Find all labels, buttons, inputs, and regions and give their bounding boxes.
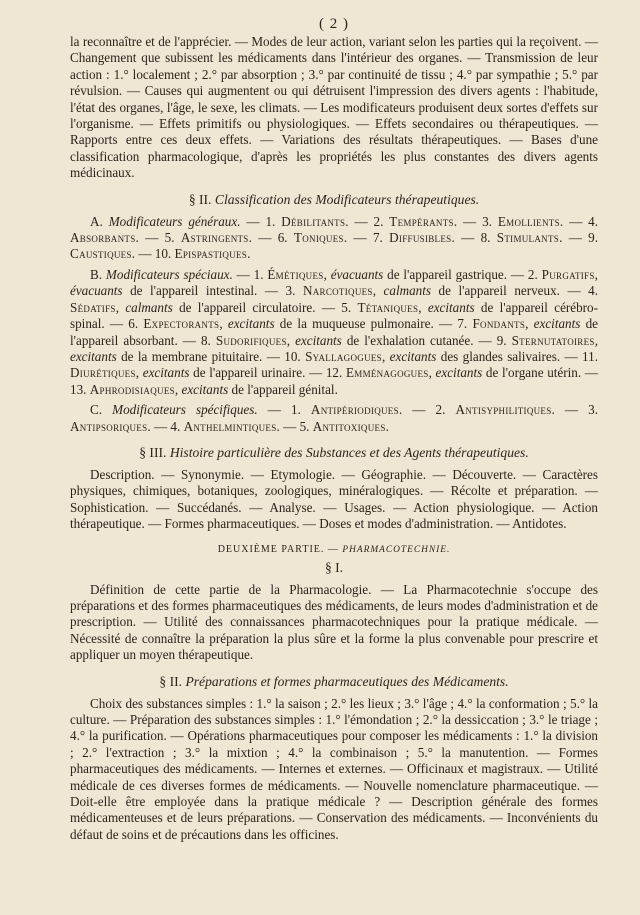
group-c-item: 1. Antipériodiques.	[290, 402, 403, 418]
group-a-item: 2. Tempérants.	[373, 213, 458, 229]
group-b-item-name: Purgatifs	[541, 266, 595, 282]
group-b-item-target: de l'appareil génital	[228, 381, 335, 397]
group-b-item-number: 3.	[285, 283, 303, 299]
section-3-body: Description. — Synonymie. — Etymologie. — Géographie. — Découverte. — Caractères physiques, chimiques, botaniques, zoologiques, minéralogiques. — Récolte et préparation. — Sophistication. — Succédanés. — Analyse. — Usages. — Action physiologique. — Action thérapeutique. — Formes pharmaceutiques. — Doses et modes d'administration. — Antidotes.	[70, 466, 598, 532]
group-c-item: 5. Antitoxiques.	[299, 418, 389, 434]
group-a-title: Modificateurs généraux.	[108, 213, 241, 229]
group-a-item-number: 5.	[164, 230, 181, 246]
group-b-item-name: Emménagogues	[345, 365, 429, 381]
group-b-item-name: Expectorants	[143, 316, 220, 332]
group-b-item: 12. Emménagogues, excitants de l'organe utérin.	[325, 365, 582, 381]
group-c-item-name: Antisyphilitiques	[455, 402, 552, 418]
group-a-item: 6. Toniques.	[277, 230, 348, 246]
group-c-item: 2. Antisyphilitiques.	[435, 402, 555, 418]
group-b-item-target: de l'appareil cérébro-spinal	[70, 299, 599, 332]
group-a-item-name: Toniques	[293, 230, 344, 246]
group-a-item-number: 8.	[480, 230, 497, 246]
intro-paragraph: la reconnaître et de l'apprécier. — Modes de leur action, variant selon les parties qui la reçoivent. — Changement que subissent les médicaments dans l'intérieur des organes. — Transmission de leur action : 1.° localement ; 2.° par absorption ; 3.° par continuité de tissu ; 4.° par sympathie ; 5.° par révulsion. — Causes qui augmentent ou qui détruisent l'impression des divers agents : l'habitude, l'état des organes, l'âge, le sexe, les climats. — Les modificateurs produisent deux sortes d'effets sur l'organisme. — Effets primitifs ou physiologiques. — Effets secondaires ou thérapeutiques. — Rapports entre ces deux effets. — Variations des résultats thérapeutiques. — Bases d'une classification pharmacologique, d'après les propriétés les plus constantes des divers agents médicinaux.	[70, 34, 598, 181]
part-two-label: DEUXIÈME PARTIE.	[217, 543, 325, 555]
group-a-item: 7. Diffusibles.	[372, 230, 455, 246]
group-b-item-kind: excitants	[70, 348, 117, 364]
group-c-item-number: 2.	[435, 402, 456, 418]
group-b-item-target: de l'appareil gastrique	[383, 266, 504, 282]
group-b-item-target: de la muqueuse pulmonaire	[274, 316, 431, 332]
group-c-label: C.	[90, 402, 103, 418]
group-b-items: — 1. Émétiques, évacuants de l'appareil gastrique. — 2. Purgatifs, évacuants de l'appareil intestinal. — 3. Narcotiques, calmants de l'appareil nerveux. — 4. Sédatifs, calmants de l'appareil circulatoire. — 5. Tétaniques, excitants de l'appareil cérébro-spinal. — 6. Expectorants, excitants de la muqueuse pulmonaire. — 7. Fondants, excitants de l'appareil absorbant. — 8. Sudorifiques, excitants de l'exhalation cutanée. — 9. Sternutatoires, excitants de la membrane pituitaire. — 10. Syallagogues, excitants des glandes salivaires. — 11. Diurétiques, excitants de l'appareil urinaire. — 12. Emménagogues, excitants de l'organe utérin. — 13. Aphrodisiaques, excitants de l'appareil génital.	[70, 266, 599, 397]
group-b-item-kind: calmants	[125, 299, 173, 315]
group-a-item: 1. Débilitants.	[265, 213, 349, 229]
group-b-title: Modificateurs spéciaux.	[105, 266, 233, 282]
group-c-title: Modificateurs spécifiques.	[112, 402, 258, 418]
group-b-item-kind: excitants	[389, 348, 437, 364]
section-ii-title: Préparations et formes pharmaceutiques des Médicaments.	[185, 673, 509, 689]
group-b-paragraph	[70, 267, 598, 398]
group-b-item-target: des glandes salivaires	[436, 348, 557, 364]
group-c-item-number: 5.	[299, 418, 313, 434]
group-b-item-number: 4.	[588, 283, 598, 299]
group-b-item-target: de l'organe utérin	[482, 365, 578, 381]
group-b-item-target: de l'appareil nerveux	[431, 283, 557, 299]
group-b-item-name: Narcotiques	[302, 283, 373, 299]
group-a-item-number: 7.	[372, 230, 390, 246]
group-b-item: 13. Aphrodisiaques, excitants de l'appareil génital.	[70, 381, 338, 397]
group-b-item-name: Diurétiques	[70, 365, 136, 381]
group-b-item-kind: évacuants	[330, 266, 384, 282]
group-a-item: 4. Absorbants.	[70, 213, 598, 246]
group-b-item-name: Émétiques	[267, 266, 324, 282]
group-c-paragraph	[70, 402, 598, 435]
group-a-paragraph	[70, 214, 598, 263]
group-a-item-name: Astringents	[180, 230, 249, 246]
group-a-item-name: Diffusibles	[389, 230, 452, 246]
group-c-item-name: Antipsoriques	[70, 418, 148, 434]
group-b-item-target: de l'appareil intestinal	[122, 283, 255, 299]
group-c-items: — 1. Antipériodiques. — 2. Antisyphilitiques. — 3. Antipsoriques. — 4. Anthelmintiques. — 5. Antitoxiques.	[70, 402, 599, 434]
group-a-item-name: Caustiques	[70, 246, 132, 262]
group-b-item-number: 1.	[253, 266, 268, 282]
group-b-item-name: Sternutatoires	[511, 332, 595, 348]
group-a-item-name: Débilitants	[281, 213, 346, 229]
group-a-item: 3. Emollients.	[482, 213, 564, 229]
group-b-item-kind: calmants	[383, 283, 431, 299]
section-3-number: § III.	[139, 444, 167, 460]
group-b-item-name: Fondants	[472, 316, 526, 332]
part-two-heading	[70, 543, 598, 557]
group-a-item-number: 4.	[588, 213, 598, 229]
section-ii-heading	[70, 673, 598, 690]
group-b-item: 1. Émétiques, évacuants de l'appareil gastrique.	[253, 266, 508, 282]
group-b-item: 5. Tétaniques, excitants de l'appareil cérébro-spinal.	[70, 299, 599, 332]
part-two-dash: —	[327, 543, 339, 555]
group-b-item: 10. Syallagogues, excitants des glandes salivaires.	[284, 348, 561, 364]
group-b-item-number: 5.	[341, 299, 358, 315]
part-two-title: PHARMACOTECHNIE.	[342, 544, 451, 555]
group-a-item-name: Absorbants	[70, 230, 136, 246]
group-a-item: 8. Stimulants.	[480, 230, 563, 246]
group-b-item-target: de l'exhalation cutanée	[341, 332, 471, 348]
group-a-item-name: Stimulants	[496, 230, 560, 246]
group-b-item-target: de l'appareil circulatoire	[172, 299, 313, 315]
group-b-item-name: Tétaniques	[357, 299, 419, 315]
group-b-item-name: Syallagogues	[305, 348, 382, 364]
group-b-item: 9. Sternutatoires, excitants de la membrane pituitaire.	[70, 332, 598, 364]
group-b-item-number: 12.	[325, 365, 346, 381]
group-b-item-number: 7.	[457, 316, 473, 332]
group-b-item-number: 13.	[70, 381, 90, 397]
group-a-item-number: 1.	[265, 213, 282, 229]
group-b-label: B.	[90, 266, 103, 282]
group-b-item: 8. Sudorifiques, excitants de l'exhalation cutanée.	[200, 332, 474, 348]
group-a-item-number: 10.	[154, 246, 175, 262]
group-c-item-number: 4.	[170, 418, 184, 434]
group-b-item-kind: excitants	[227, 316, 275, 332]
group-a-label: A.	[90, 213, 103, 229]
group-b-item-kind: excitants	[142, 365, 190, 381]
group-b-item-name: Sédatifs	[70, 299, 116, 315]
section-2-heading	[70, 191, 598, 208]
section-2-number: § II.	[188, 191, 212, 207]
group-b-item-name: Aphrodisiaques	[89, 381, 175, 397]
group-a-item-number: 9.	[588, 230, 599, 246]
section-3-title: Histoire particulière des Substances et des Agents thérapeutiques.	[169, 444, 529, 460]
group-a-items: — 1. Débilitants. — 2. Tempérants. — 3. Emollients. — 4. Absorbants. — 5. Astringents. — 6. Toniques. — 7. Diffusibles. — 8. Stimulants. — 9. Caustiques. — 10. Epispastiques.	[70, 213, 599, 262]
section-2-title: Classification des Modificateurs thérapeutiques.	[214, 191, 480, 207]
group-b-item-target: de l'appareil urinaire	[189, 365, 303, 381]
page-number: ( 2 )	[319, 16, 349, 32]
group-b-item-kind: excitants	[295, 332, 342, 348]
group-c-item: 4. Anthelmintiques.	[170, 418, 280, 434]
group-a-item-number: 6.	[277, 230, 294, 246]
section-ii-body: Choix des substances simples : 1.° la saison ; 2.° les lieux ; 3.° l'âge ; 4.° la conformation ; 5.° la culture. — Préparation des substances simples : 1.° l'émondation ; 2.° la dessiccation ; 3.° le triage ; 4.° la purification. — Opérations pharmaceutiques pour composer les médicaments : 1.° la division ; 2.° l'extraction ; 3.° la mixtion ; 4.° la combinaison ; 5.° la manutention. — Formes pharmaceutiques des médicaments. — Internes et externes. — Officinaux et magistraux. — Utilité médicale de ces diverses formes de médicaments. — Nouvelle nomenclature pharmaceutique. — Doit-elle être employée dans la pratique médicale ? — Description générale des formes médicamenteuses et de leurs préparations. — Conservation des médicaments. — Inconvénients du défaut de soins et de précautions dans les officines.	[70, 695, 598, 842]
group-a-item-number: 2.	[373, 213, 390, 229]
group-b-item: 7. Fondants, excitants de l'appareil absorbant.	[70, 316, 599, 348]
group-c-item-name: Antipériodiques	[310, 402, 399, 418]
section-3-heading	[70, 444, 598, 461]
group-b-item-kind: excitants	[435, 365, 483, 381]
group-a-item-name: Epispastiques	[174, 246, 248, 262]
group-a-item-name: Tempérants	[389, 213, 454, 229]
group-b-item-number: 2.	[527, 266, 542, 282]
group-b-item-kind: évacuants	[70, 283, 123, 299]
group-c-item: 3. Antipsoriques.	[70, 402, 599, 434]
section-ii-number: § II.	[159, 673, 183, 689]
group-b-item-target: de l'appareil absorbant	[70, 316, 599, 348]
group-b-item: 3. Narcotiques, calmants de l'appareil nerveux.	[285, 283, 560, 299]
group-b-item-target: de la membrane pituitaire	[116, 348, 260, 364]
group-c-item-name: Anthelmintiques	[183, 418, 277, 434]
group-c-item-number: 1.	[290, 402, 311, 418]
section-i-body: Définition de cette partie de la Pharmacologie. — La Pharmacotechnie s'occupe des préparations et des formes pharmaceutiques des médicaments, de leurs modes d'administration et de prescription. — Utilité des connaissances pharmacotechniques pour la pratique médicale. — Nécessité de connaître la préparation la plus sûre et la forme la plus convenable pour prescrire et appliquer un moyen thérapeutique.	[70, 581, 598, 663]
group-b-item: 11. Diurétiques, excitants de l'appareil urinaire.	[70, 348, 598, 381]
group-a-item-number: 3.	[482, 213, 498, 229]
group-c-item-number: 3.	[588, 402, 599, 418]
group-b-item: 6. Expectorants, excitants de la muqueuse pulmonaire.	[128, 316, 434, 332]
group-b-item-number: 6.	[128, 316, 144, 332]
group-b-item-kind: excitants	[533, 316, 581, 332]
group-b-item-number: 9.	[496, 332, 512, 348]
group-b-item-number: 8.	[200, 332, 216, 348]
group-b-item-kind: excitants	[181, 381, 229, 397]
group-a-item: 9. Caustiques.	[70, 230, 599, 262]
section-i-heading: § I.	[324, 559, 344, 575]
group-b-item-number: 10.	[284, 348, 306, 364]
group-b-item: 2. Purgatifs, évacuants de l'appareil intestinal.	[70, 266, 598, 299]
group-b-item-name: Sudorifiques	[215, 332, 287, 348]
group-b-item-kind: excitants	[427, 299, 475, 315]
group-a-item-name: Emollients	[497, 213, 560, 229]
group-a-item: 10. Epispastiques.	[154, 246, 251, 262]
group-b-item-number: 11.	[582, 348, 598, 364]
group-c-item-name: Antitoxiques	[312, 418, 386, 434]
group-a-item: 5. Astringents.	[164, 230, 252, 246]
group-b-item: 4. Sédatifs, calmants de l'appareil circulatoire.	[70, 283, 598, 315]
